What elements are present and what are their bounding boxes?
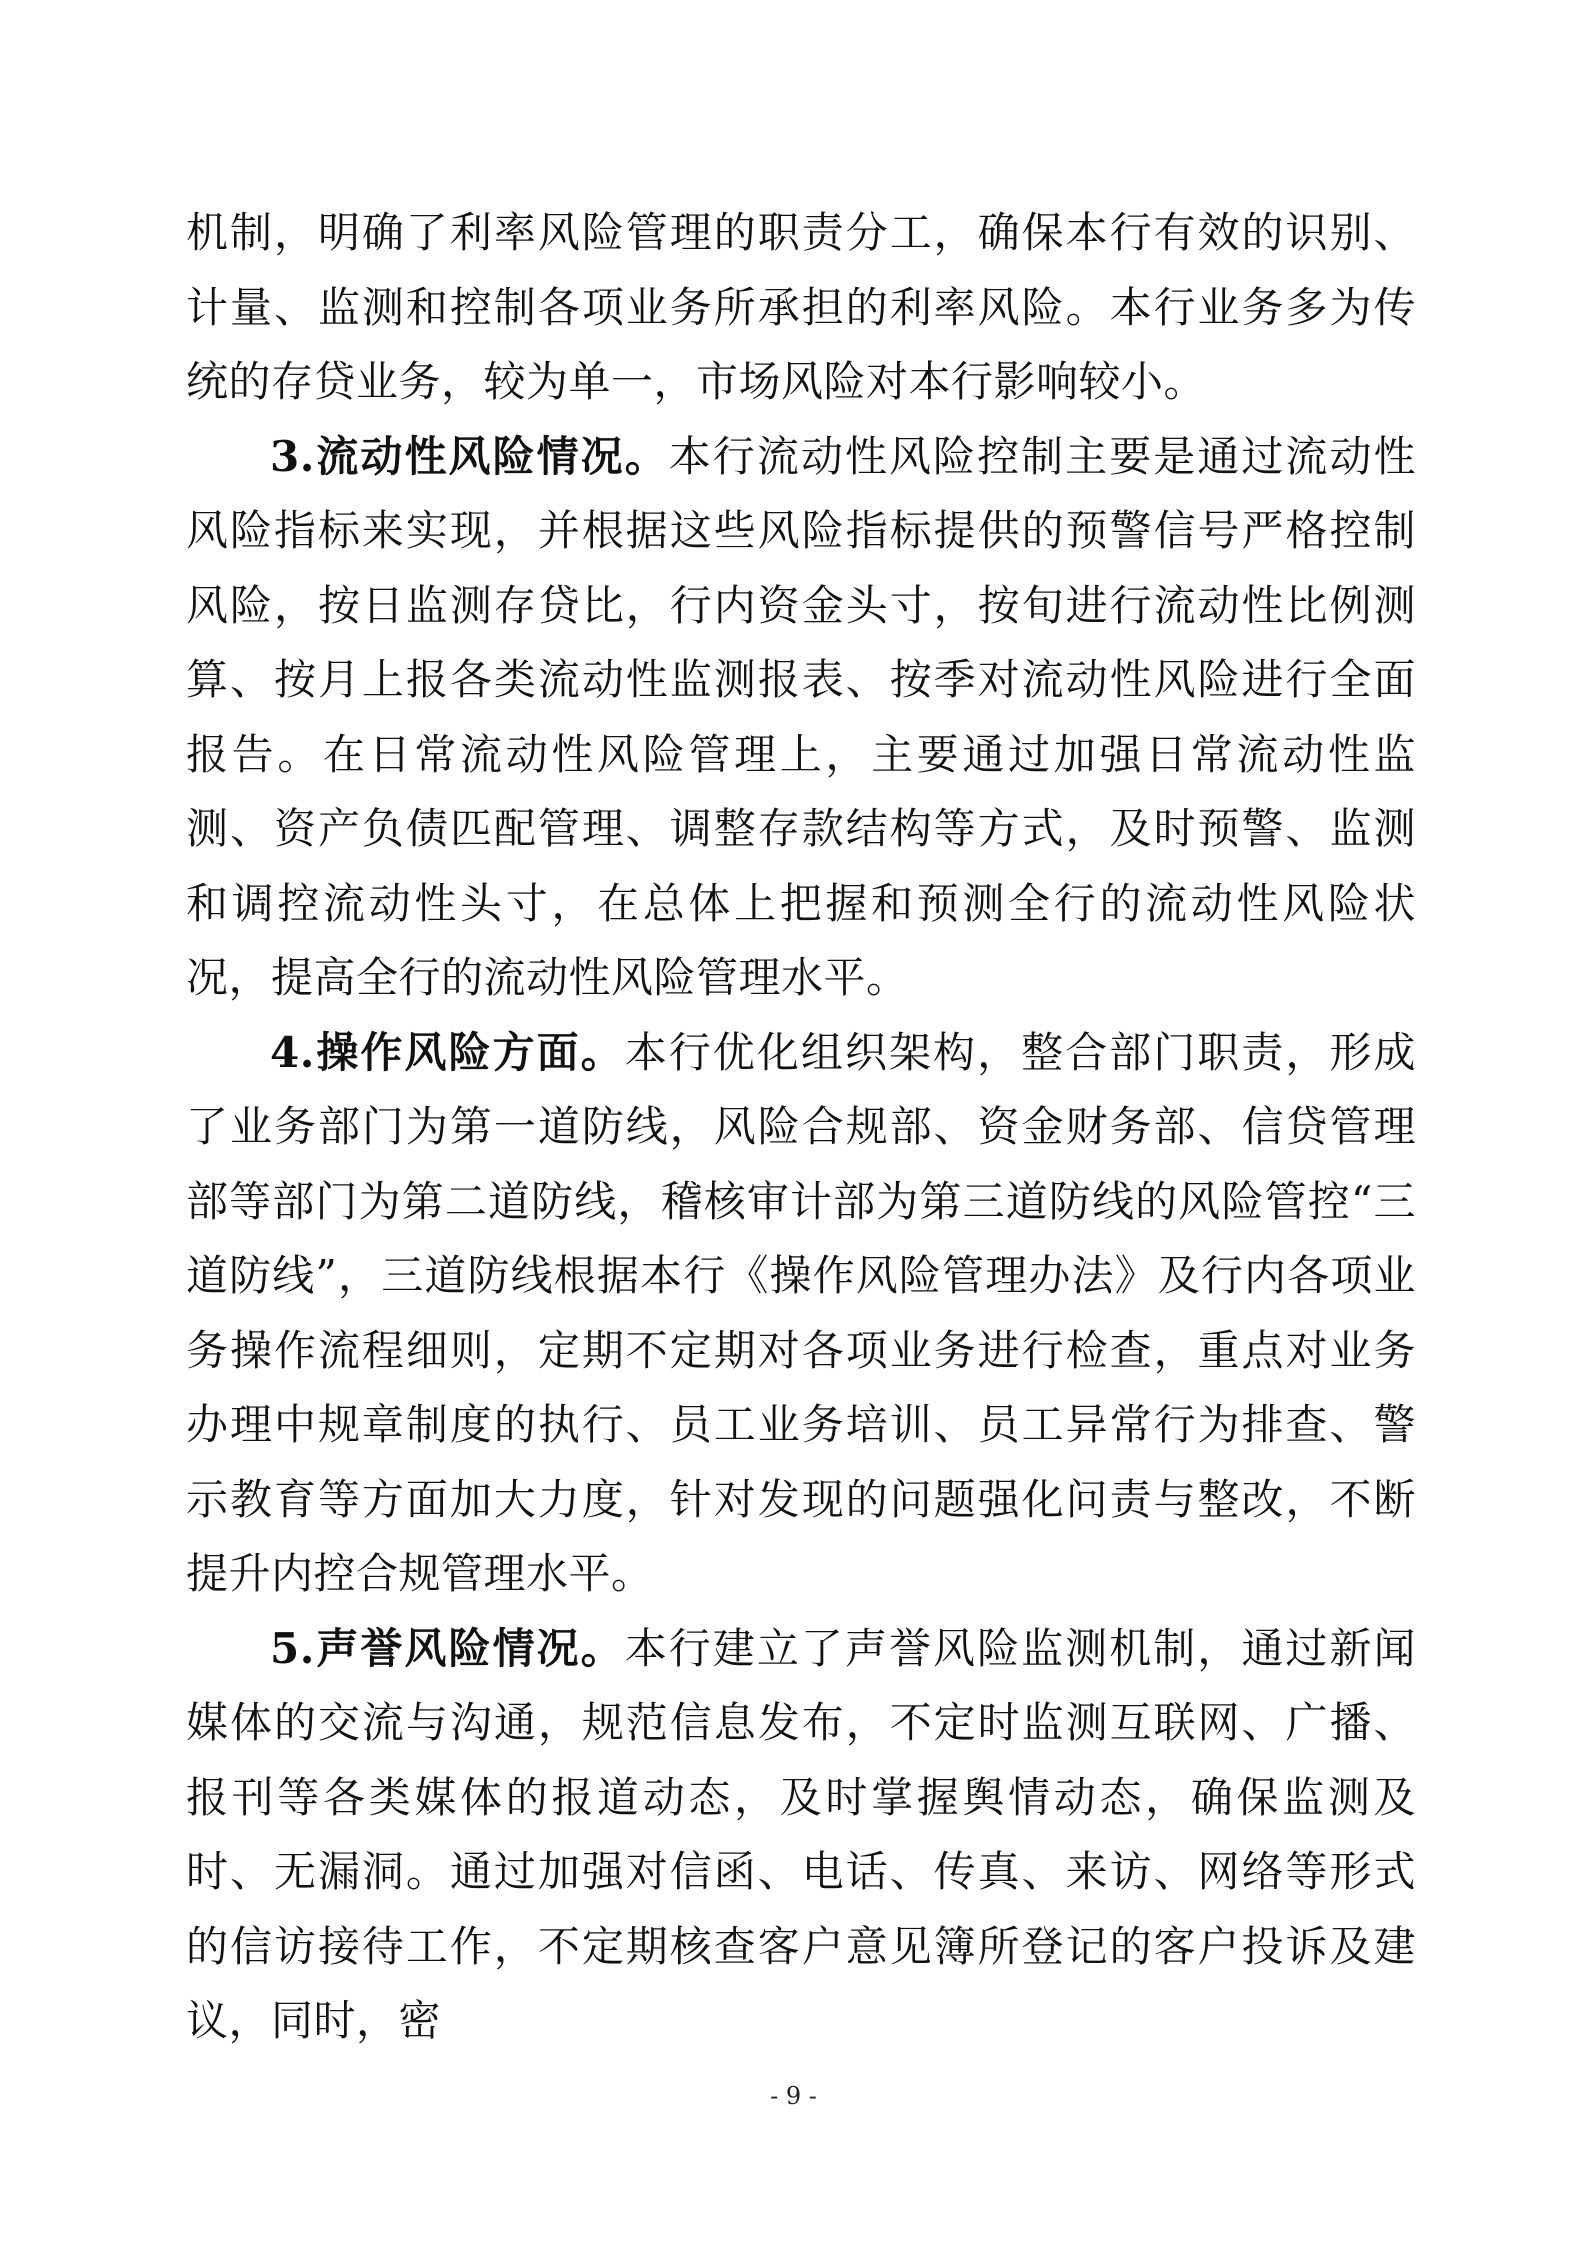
paragraph-text: 本行优化组织架构，整合部门职责，形成了业务部门为第一道防线，风险合规部、资金财务部、信贷管理部等部门为第二道防线，稽核审计部为第三道防线的风险管控“三道防线”，三道防线根据本行《操作风险管理办法》及行内各项业务操作流程细则，定期不定期对各项业务进行检查，重点对业务办理中规章制度的执行、员工业务培训、员工异常行为排查、警示教育等方面加大力度，针对发现的问题强化问责与整改，不断提升内控合规管理水平。 [186, 1027, 1416, 1598]
section-heading-operational: 4.操作风险方面。 [270, 1027, 625, 1077]
paragraph-text: 机制，明确了利率风险管理的职责分工，确保本行有效的识别、计量、监测和控制各项业务所承担的利率风险。本行业务多为传统的存贷业务，较为单一，市场风险对本行影响较小。 [186, 208, 1416, 406]
paragraph-liquidity-risk [186, 420, 1416, 1016]
section-heading-liquidity: 3.流动性风险情况。 [270, 431, 669, 481]
paragraph-text: 本行流动性风险控制主要是通过流动性风险指标来实现，并根据这些风险指标提供的预警信号严格控制风险，按日监测存贷比，行内资金头寸，按旬进行流动性比例测算、按月上报各类流动性监测报表、按季对流动性风险进行全面报告。在日常流动性风险管理上，主要通过加强日常流动性监测、资产负债匹配管理、调整存款结构等方式，及时预警、监测和调控流动性头寸，在总体上把握和预测全行的流动性风险状况，提高全行的流动性风险管理水平。 [186, 431, 1416, 1002]
page-number: - 9 - [770, 2082, 817, 2110]
paragraph-text: 本行建立了声誉风险监测机制，通过新闻媒体的交流与沟通，规范信息发布，不定时监测互联网、广播、报刊等各类媒体的报道动态，及时掌握舆情动态，确保监测及时、无漏洞。通过加强对信函、电话、传真、来访、网络等形式的信访接待工作，不定期核查客户意见簿所登记的客户投诉及建议，同时，密 [186, 1623, 1416, 2045]
section-heading-reputation: 5.声誉风险情况。 [270, 1623, 625, 1673]
paragraph-interest-rate-risk [186, 196, 1416, 420]
body-text [186, 196, 1416, 2059]
paragraph-operational-risk [186, 1016, 1416, 1612]
paragraph-reputation-risk [186, 1612, 1416, 2059]
